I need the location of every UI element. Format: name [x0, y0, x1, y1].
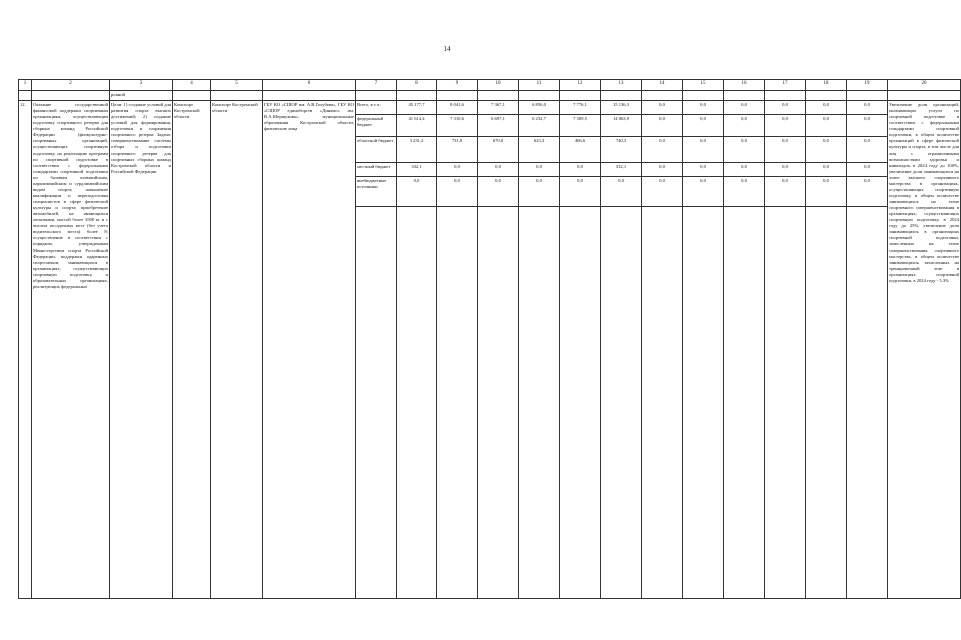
funding-value: 0,0	[642, 101, 683, 115]
result-cell: Увеличение доли организаций, оказывающих услуги по спортивной подготовке в соответствии с федеральными стандартами спортивной подготовки, в общем количестве организаций в сфере физической культуры и спорта, в том числе для лиц с ограниченными возможностями здоровья и инвалидов, в 2024 году до 100%, увеличение доли занимающихся на этапе высшего спортивного мастерства в организациях, осуществляющих спортивную подготовку, в общем количестве занимающихся на этапе спортивного совершенствования в организациях, осуществляющих спортивную подготовку, в 2024 году до 25%, увеличение доли занимающихся в организациях спортивной подготовки, зачисленных на этапе совершенствования спортивного мастерства, в общем количестве занимающихся, зачисленных на тренировочный этап в организациях спортивной подготовки, в 2024 году - 5,3%	[888, 101, 961, 599]
funding-value: 0,0	[847, 177, 888, 207]
funding-value: 0,0	[683, 177, 724, 207]
funding-value: 0,0	[642, 137, 683, 163]
col-header: 2	[32, 80, 110, 91]
funding-value: 0,0	[478, 177, 519, 207]
funding-value: 0,0	[765, 115, 806, 137]
col-header: 1	[19, 80, 32, 91]
continuation-row	[19, 91, 961, 101]
column-numbers-row	[19, 80, 961, 91]
col-header: 9	[437, 80, 478, 91]
funding-value: 0,0	[683, 115, 724, 137]
funding-value: 740,3	[601, 137, 642, 163]
funding-value: 0,0	[765, 137, 806, 163]
funding-value: 332,1	[601, 163, 642, 177]
continuation-text: ровной	[110, 91, 173, 101]
funding-value: 0,0	[806, 137, 847, 163]
col-header: 3	[110, 80, 173, 91]
executor-cell: Комспорт Костромской области	[173, 101, 211, 599]
funding-value: 332,1	[397, 163, 437, 177]
funding-source: внебюджетные источники	[356, 177, 397, 207]
funding-value: 0,0	[519, 177, 560, 207]
funding-value: 15 136,3	[601, 101, 642, 115]
funding-value: 7 367,1	[478, 101, 519, 115]
funding-value: 0,0	[765, 163, 806, 177]
col-header: 8	[397, 80, 437, 91]
funding-value: 0,0	[642, 163, 683, 177]
funding-value: 0,0	[560, 177, 601, 207]
funding-value: 0,0	[806, 163, 847, 177]
col-header: 5	[211, 80, 263, 91]
funding-value: 0,0	[601, 177, 642, 207]
funding-value: 45 177,7	[397, 101, 437, 115]
participants-cell: ГБУ КО «СШОР им. А.В.Голубева», ГБУ КО «СШОР единоборств «Динамо» им. В.А.Шершукова», муниципальные образования Костромской области, физические лица	[263, 101, 356, 599]
col-header: 18	[806, 80, 847, 91]
col-header: 13	[601, 80, 642, 91]
funding-value: 466,6	[560, 137, 601, 163]
funding-value: 0,0	[478, 163, 519, 177]
funding-value: 0,0	[437, 177, 478, 207]
col-header: 4	[173, 80, 211, 91]
funding-value: 0,0	[437, 163, 478, 177]
funding-value: 14 063,9	[601, 115, 642, 137]
funding-value: 0,0	[642, 115, 683, 137]
funding-value: 0,0	[806, 101, 847, 115]
funding-value: 41 614,4	[397, 115, 437, 137]
program-table	[18, 79, 961, 599]
funding-value: 623,3	[519, 137, 560, 163]
funding-value: 0,0	[724, 137, 765, 163]
col-header: 20	[888, 80, 961, 91]
funding-value: 0,0	[642, 177, 683, 207]
coexecutor-cell: Комспорт Костромской области	[211, 101, 263, 599]
funding-value: 0,0	[847, 101, 888, 115]
funding-value: 670,0	[478, 137, 519, 163]
funding-value: 0,0	[847, 115, 888, 137]
funding-value: 0,0	[683, 137, 724, 163]
funding-value: 6 697,1	[478, 115, 519, 137]
goal-cell: Цели: 1) создание условий для развития спорта высших достижений; 2) создание условий для формирования, подготовки и сохранения спортивного резерва Задача: совершенствование системы отбора и подготовки спортивного резерва для спортивных сборных команд Костромской области и Российской Федерации	[110, 101, 173, 599]
funding-value: 0,0	[806, 115, 847, 137]
table-row	[19, 101, 961, 115]
col-header: 7	[356, 80, 397, 91]
funding-value: 0,0	[765, 101, 806, 115]
funding-source: Всего, в т.ч.:	[356, 101, 397, 115]
funding-value: 0,0	[683, 101, 724, 115]
funding-source: местный бюджет	[356, 163, 397, 177]
funding-value: 6 856,0	[519, 101, 560, 115]
event-cell: Оказание государственной финансовой поддержки спортивным организациям, осуществляющим подготовку спортивного резерва для сборных команд Российской Федерации (физкультурно-спортивных организаций, осуществляющих спортивную подготовку, на реализацию программ по спортивной подготовке в соответствии с федеральными стандартами спортивной подготовки по базовым олимпийским, паралимпийским и сурдлимпийским видам спорта; повышение квалификации и переподготовка специалистов в сфере физической культуры и спорта; приобретение автомобилей, не являющихся легковыми, массой более 3500 кг и с числом посадочных мест (без учета водительского места) более 8; осуществление в соответствии с порядком, утвержденным Министерством спорта Российской Федерации, поддержки одаренных спортсменов, занимающихся в организациях, осуществляющих спортивную подготовку, и образовательных организациях, реализующих федеральных	[32, 101, 110, 599]
funding-value: 0,0	[724, 163, 765, 177]
row-number: 12.	[19, 101, 32, 599]
col-header: 10	[478, 80, 519, 91]
funding-value: 0,0	[724, 115, 765, 137]
funding-value: 0,0	[847, 137, 888, 163]
funding-value: 7 309,5	[560, 115, 601, 137]
col-header: 15	[683, 80, 724, 91]
funding-value: 0,0	[765, 177, 806, 207]
funding-value: 7 310,6	[437, 115, 478, 137]
funding-value: 7 776,1	[560, 101, 601, 115]
funding-value: 3 231,2	[397, 137, 437, 163]
col-header: 19	[847, 80, 888, 91]
funding-source: областной бюджет	[356, 137, 397, 163]
funding-value: 8 041,6	[437, 101, 478, 115]
funding-value: 0,0	[560, 163, 601, 177]
col-header: 12	[560, 80, 601, 91]
col-header: 14	[642, 80, 683, 91]
funding-value: 0,0	[397, 177, 437, 207]
funding-value: 731,0	[437, 137, 478, 163]
funding-source: федеральный бюджет	[356, 115, 397, 137]
col-header: 11	[519, 80, 560, 91]
funding-value: 0,0	[806, 177, 847, 207]
funding-value: 0,0	[847, 163, 888, 177]
funding-value: 6 232,7	[519, 115, 560, 137]
funding-value: 0,0	[724, 177, 765, 207]
page-number: 14	[443, 45, 451, 53]
funding-value: 0,0	[724, 101, 765, 115]
col-header: 16	[724, 80, 765, 91]
col-header: 6	[263, 80, 356, 91]
funding-value: 0,0	[683, 163, 724, 177]
funding-value: 0,0	[519, 163, 560, 177]
col-header: 17	[765, 80, 806, 91]
